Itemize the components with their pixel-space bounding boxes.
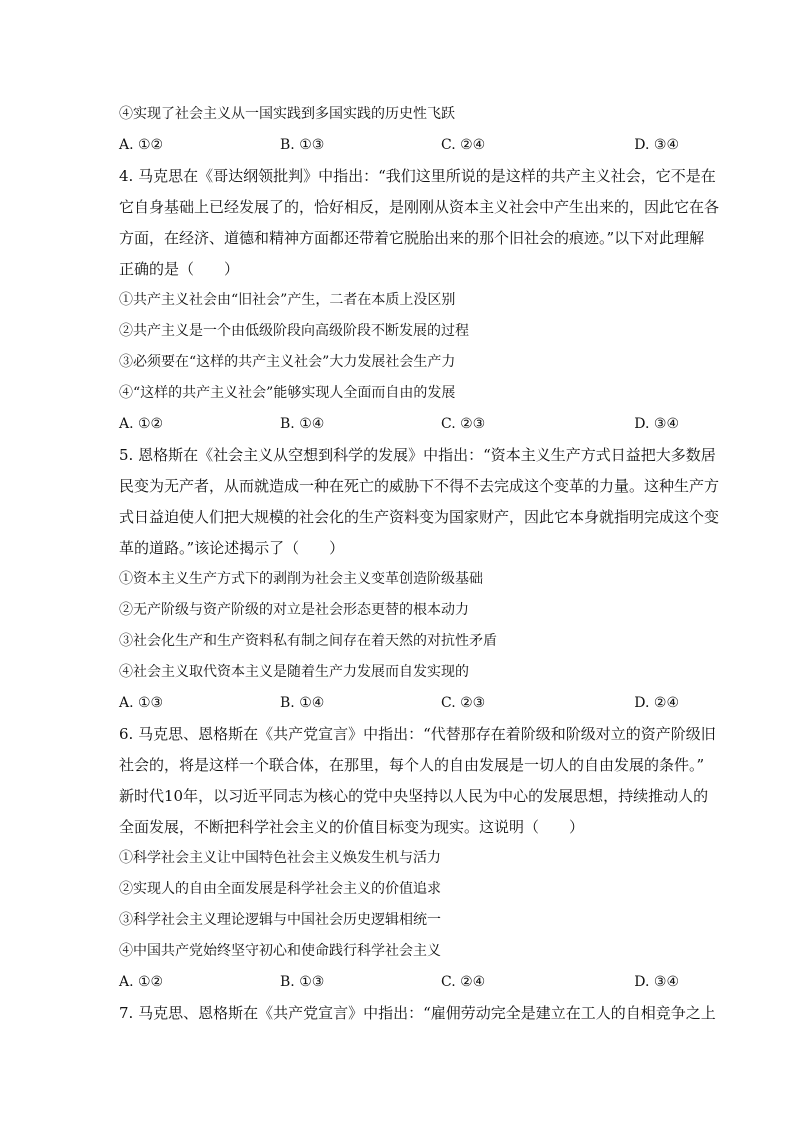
q6-stem-line-1: 6. 马克思、恩格斯在《共产党宣言》中指出：“代替那存在着阶级和阶级对立的资产阶级旧 [119,725,716,743]
q6-option-2: ②实现人的自由全面发展是科学社会主义的价值追求 [119,881,441,897]
q4-choices [119,409,679,440]
q3-choices [119,130,679,161]
q4-option-2: ②共产主义是一个由低级阶段向高级阶段不断发展的过程 [119,323,469,339]
q6-stem-line-3: 新时代10年，以习近平同志为核心的党中央坚持以人民为中心的发展思想，持续推动人的 [119,787,709,805]
q3-choice-a: A. ①② [119,137,164,153]
q6-option-3: ③科学社会主义理论逻辑与中国社会历史逻辑相统一 [119,912,441,928]
q5-stem-line-4: 革的道路。”该论述揭示了（ ） [119,539,345,557]
q4-stem-line-1: 4. 马克思在《哥达纲领批判》中指出：“我们这里所说的是这样的共产主义社会，它不是在 [119,167,716,185]
q6-choice-d: D. ③④ [634,974,679,990]
q4-choice-d: D. ③④ [634,416,679,432]
q3-choice-d: D. ③④ [634,137,679,153]
q5-stem-line-2: 民变为无产者，从而就造成一种在死亡的威胁下不得不去完成这个变革的力量。这种生产方 [119,477,720,495]
q6-stem-line-2: 社会的，将是这样一个联合体，在那里，每个人的自由发展是一切人的自由发展的条件。” [119,756,705,774]
q6-option-4: ④中国共产党始终坚守初心和使命践行科学社会主义 [119,943,441,959]
q3-choice-b: B. ①③ [280,137,325,153]
q4-stem-line-2: 它自身基础上已经发展了的，恰好相反，是刚刚从资本主义社会中产生出来的，因此它在各 [119,198,720,216]
q6-choice-b: B. ①③ [280,974,325,990]
q5-option-2: ②无产阶级与资产阶级的对立是社会形态更替的根本动力 [119,602,469,618]
q5-choice-a: A. ①③ [119,695,164,711]
q5-choices [119,688,679,719]
q4-choice-c: C. ②③ [441,416,486,432]
q5-choice-d: D. ②④ [634,695,679,711]
q3-choice-c: C. ②④ [441,137,486,153]
q5-stem-line-3: 式日益迫使人们把大规模的社会化的生产资料变为国家财产，因此它本身就指明完成这个变 [119,508,720,526]
q4-choice-b: B. ①④ [280,416,325,432]
q4-option-1: ①共产主义社会由“旧社会”产生，二者在本质上没区别 [119,292,456,308]
q6-choice-a: A. ①② [119,974,164,990]
q7-stem-line-1: 7. 马克思、恩格斯在《共产党宣言》中指出：“雇佣劳动完全是建立在工人的自相竞争之上 [119,1004,716,1022]
q5-choice-c: C. ②③ [441,695,486,711]
q4-stem-line-3: 方面，在经济、道德和精神方面都还带着它脱胎出来的那个旧社会的痕迹。”以下对此理解 [119,229,705,247]
q6-stem-line-4: 全面发展，不断把科学社会主义的价值目标变为现实。这说明（ ） [119,818,585,836]
q3-option-4: ④实现了社会主义从一国实践到多国实践的历史性飞跃 [119,106,455,122]
q6-choices [119,967,679,998]
q4-stem-line-4: 正确的是（ ） [119,260,240,278]
page-content [119,99,720,1029]
q4-option-3: ③必须要在“这样的共产主义社会”大力发展社会生产力 [119,354,456,370]
q4-option-4: ④“这样的共产主义社会”能够实现人全面而自由的发展 [119,385,456,401]
q5-option-1: ①资本主义生产方式下的剥削为社会主义变革创造阶级基础 [119,571,483,587]
q5-stem-line-1: 5. 恩格斯在《社会主义从空想到科学的发展》中指出：“资本主义生产方式日益把大多数居 [119,446,716,464]
q4-choice-a: A. ①② [119,416,164,432]
q6-option-1: ①科学社会主义让中国特色社会主义焕发生机与活力 [119,850,441,866]
q5-option-4: ④社会主义取代资本主义是随着生产力发展而自发实现的 [119,664,469,680]
q5-choice-b: B. ①④ [280,695,325,711]
q5-option-3: ③社会化生产和生产资料私有制之间存在着天然的对抗性矛盾 [119,633,497,649]
q6-choice-c: C. ②④ [441,974,486,990]
